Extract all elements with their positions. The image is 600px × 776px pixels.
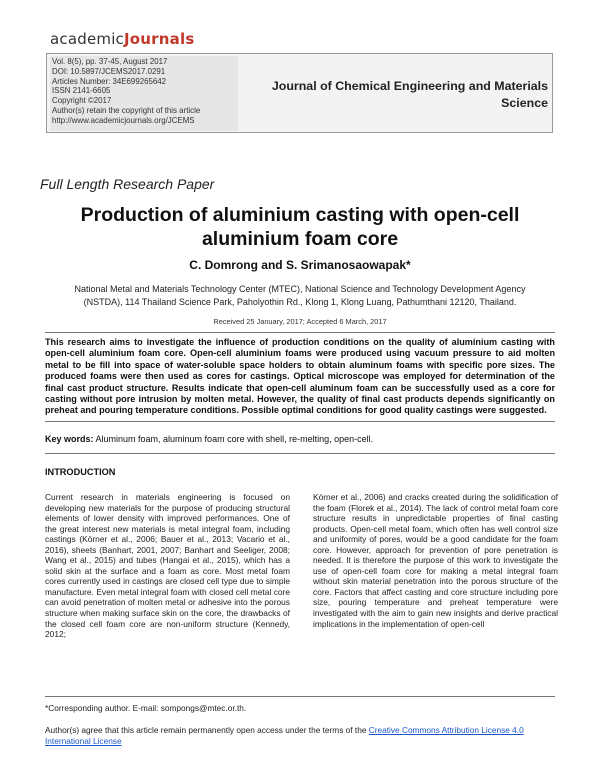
- article-metadata: [50, 56, 238, 131]
- meta-doi: DOI: 10.5897/JCEMS2017.0291: [52, 66, 166, 76]
- license-note: [45, 725, 555, 747]
- publisher-logo-part1: academic: [50, 30, 125, 48]
- keywords-divider: [45, 453, 555, 454]
- meta-article-number: Articles Number: 34E699265642: [52, 76, 167, 86]
- corresponding-author: *Corresponding author. E-mail: sompongs@mtec.or.th.: [45, 703, 247, 713]
- affiliation-line2: (NSTDA), 114 Thailand Science Park, Paholyothin Rd., Klong 1, Klong Luang, Pathumthani 12120, Thailand.: [83, 296, 517, 307]
- meta-issn: ISSN 2141-6605: [52, 86, 111, 96]
- journal-title-line2: Science: [501, 96, 548, 110]
- received-dates: Received 25 January, 2017; Accepted 6 March, 2017: [213, 317, 387, 326]
- body-column-right: Körner et al., 2006) and cracks created during the solidification of the foam (Florek et al., 2014). The lack of control metal foam core structure results in unpredictable properties of final casting products. Open-cell metal foam, which often has well control size and uniformity of pores, would be a good candidate for the foam core. However, approach for prevention of pore penetration is needed. It is therefore the purpose of this work to investigate the use of open-cell foam core for making a metal integral foam without skin material penetration into the porous structure of the core. Factors that affect casting and core structure including pore size, pouring temperature and preheat temperature were investigated with the aim to gain new insights and derive practical implications in the implementation of open-cell: [313, 492, 558, 629]
- affiliation-line1: National Metal and Materials Technology Center (MTEC), National Science and Technology Development Agency: [74, 284, 526, 294]
- publisher-logo: [50, 30, 194, 48]
- meta-rights: Author(s) retain the copyright of this article: [52, 105, 201, 115]
- footnote-divider: [45, 696, 555, 697]
- meta-copyright: Copyright ©2017: [52, 96, 112, 106]
- paper-type: Full Length Research Paper: [40, 176, 215, 192]
- meta-url[interactable]: http://www.academicjournals.org/JCEMS: [52, 115, 195, 125]
- paper-title: [40, 203, 560, 251]
- meta-volume: Vol. 8(5), pp. 37-45, August 2017: [52, 57, 168, 66]
- license-link[interactable]: Creative Commons Attribution License 4.0 International License: [45, 725, 524, 746]
- abstract: This research aims to investigate the influence of production conditions on the quality of aluminium casting with open-cell aluminium foam core. Open-cell aluminium foams were produced using vacuum pressure to aid molten metal to be fill into space of water-soluble space holders to obtain aluminum foams with specific pore sizes. The produced foams were then used as cores for castings. Optical microscope was employed for determination of the final cast product structure. Results indicate that open-cell aluminum foam can be successfully used as a core for casting without pore intrusion by molten metal. However, the quality of final cast products depends significantly on preheat and pouring temperature conditions. Possible optimal conditions for good quality castings were suggested.: [45, 332, 555, 422]
- publisher-logo-part2: Journals: [124, 30, 195, 48]
- journal-title-line1: Journal of Chemical Engineering and Materials: [271, 79, 548, 93]
- authors: C. Domrong and S. Srimanosaowapak*: [189, 258, 411, 272]
- keywords: [45, 434, 555, 444]
- keywords-text: Aluminum foam, aluminum foam core with shell, re-melting, open-cell.: [93, 434, 374, 444]
- section-heading-introduction: INTRODUCTION: [45, 467, 116, 477]
- journal-title: [255, 78, 548, 112]
- license-prefix: Author(s) agree that this article remain permanently open access under the terms of the: [45, 725, 369, 735]
- body-column-left: Current research in materials engineering is focused on developing new materials for the purpose of producing structural elements of lower density with improved performances. One of the great interest new materials is metal integral foam, including castings (Körner et al., 2006; Bauer et al., 2013; Vacario et al., 2016), sheets (Banhart, 2001, 2007; Banhart and Seeliger, 2008; Wang et al., 2015) and tubes (Hangai et al., 2015), which has a solid skin at the surface and a foam as core. Most metal foam cores currently used in castings are closed cell type due to simple manufacture. Even metal integral foam with closed cell metal core can avoid penetration of molten metal or adhesive into the porous structure when making surface skin on the core, the drawbacks of the closed cell foam core are non-uniform structure (Kennedy, 2012;: [45, 492, 290, 640]
- paper-title-line1: Production of aluminium casting with open-cell: [80, 204, 520, 226]
- paper-title-line2: aluminium foam core: [201, 228, 399, 250]
- keywords-label: Key words:: [45, 434, 94, 444]
- affiliation: [46, 283, 554, 308]
